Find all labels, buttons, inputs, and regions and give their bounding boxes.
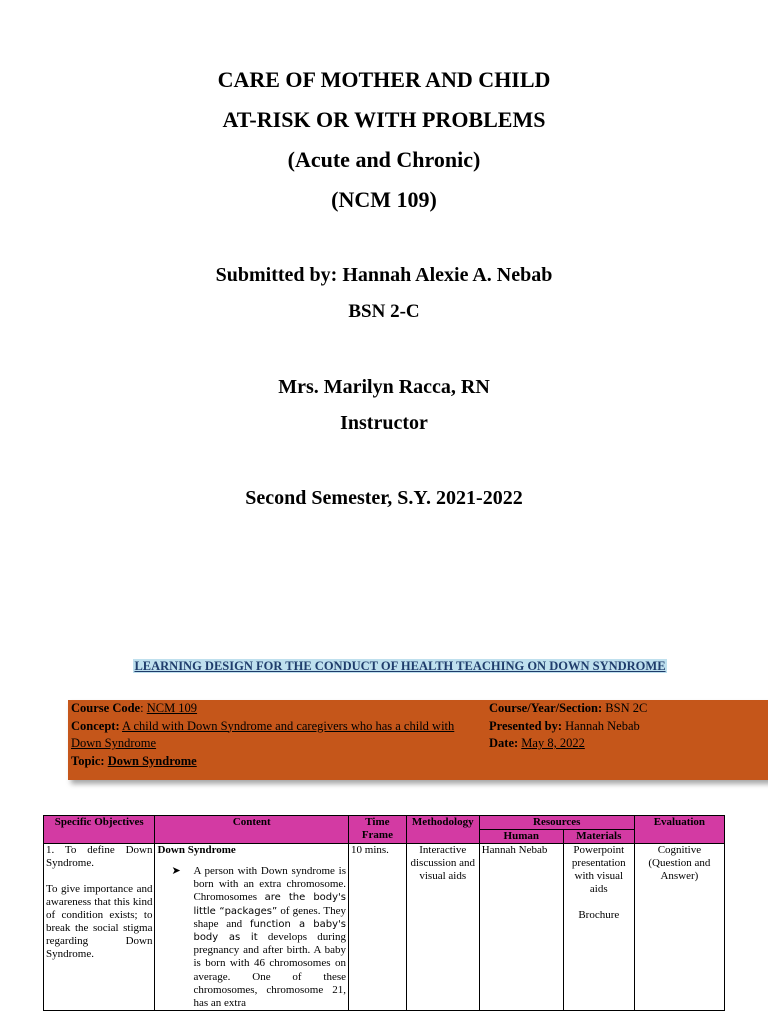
instructor-label: Instructor <box>340 412 428 434</box>
instructor-name: Mrs. Marilyn Racca, RN <box>278 376 490 398</box>
header-human: Human <box>479 830 563 844</box>
course-code-value: NCM 109 <box>146 701 198 715</box>
materials-item-2: Brochure <box>578 909 620 921</box>
content-text-4: function a baby's body as it <box>193 918 347 944</box>
table-row <box>44 844 725 1011</box>
content-cell <box>155 844 349 1011</box>
concept-line: Concept: A child with Down Syndrome and caregivers who has a child with Down Syndrome <box>71 718 455 750</box>
course-title-line-2: AT-RISK OR WITH PROBLEMS <box>222 107 546 132</box>
header-evaluation: Evaluation <box>634 816 724 844</box>
course-title-line-1: CARE OF MOTHER AND CHILD <box>217 67 551 92</box>
content-text-3: of genes. They shape and <box>193 904 347 930</box>
time-frame-cell: 10 mins. <box>349 844 407 1011</box>
course-code-line: Course Code: NCM 109 <box>71 701 198 715</box>
presenter-value: Hannah Nebab <box>565 718 640 733</box>
materials-cell <box>563 844 634 1011</box>
header-content: Content <box>155 816 349 844</box>
content-title: Down Syndrome <box>157 844 236 856</box>
arrow-bullet-icon: ➤ <box>171 865 181 877</box>
materials-item-1: Powerpoint presentation with visual aids <box>571 844 626 895</box>
section-line: Course/Year/Section: BSN 2C <box>489 701 648 715</box>
header-specific-objectives: Specific Objectives <box>44 816 155 844</box>
header-resources: Resources <box>479 816 634 830</box>
evaluation-cell: Cognitive (Question and Answer) <box>634 844 724 1011</box>
course-info-right <box>489 700 768 753</box>
content-bullet <box>157 865 346 1010</box>
date-value: May 8, 2022 <box>521 736 585 750</box>
objectives-cell <box>44 844 155 1011</box>
lesson-plan-table <box>43 815 725 1011</box>
student-section: BSN 2-C <box>348 301 420 322</box>
topic-line: Topic: Down Syndrome <box>71 753 197 768</box>
header-materials: Materials <box>563 830 634 844</box>
concept-value: A child with Down Syndrome and caregivers who has a child with Down Syndrome <box>71 718 455 750</box>
human-resource-cell: Hannah Nebab <box>479 844 563 1011</box>
methodology-cell: Interactive discussion and visual aids <box>406 844 479 1011</box>
content-text-1: A person with Down syndrome is born with an extra chromosome. Chromosomes <box>193 865 347 904</box>
course-code-title: (NCM 109) <box>331 187 437 212</box>
presented-by-line: Presented by: Hannah Nebab <box>489 718 640 733</box>
objective-1: 1. To define Down Syndrome. <box>46 844 153 869</box>
course-title-line-3: (Acute and Chronic) <box>287 147 481 172</box>
course-info-box <box>68 700 768 780</box>
table-header-row <box>44 816 725 830</box>
submitted-by: Submitted by: Hannah Alexie A. Nebab <box>215 264 553 286</box>
objective-2: To give importance and awareness that this kind of condition exists; to break the social stigma regarding Down Syndrome. <box>46 883 153 960</box>
date-line: Date: May 8, 2022 <box>489 736 585 750</box>
header-time-frame: Time Frame <box>349 816 407 844</box>
learning-design-title: LEARNING DESIGN FOR THE CONDUCT OF HEALTH TEACHING ON DOWN SYNDROME <box>134 659 666 673</box>
course-info-left <box>71 700 461 770</box>
semester: Second Semester, S.Y. 2021-2022 <box>245 487 523 509</box>
content-text-2: are the body's little “packages” <box>193 892 347 917</box>
content-text-5: develops during pregnancy and after birth. A baby is born with 46 chromosomes on average. One of these chromosomes, chromosome 21, has an extra <box>193 931 347 1010</box>
header-methodology: Methodology <box>406 816 479 844</box>
section-value: BSN 2C <box>605 701 648 715</box>
topic-value: Down Syndrome <box>107 753 197 768</box>
